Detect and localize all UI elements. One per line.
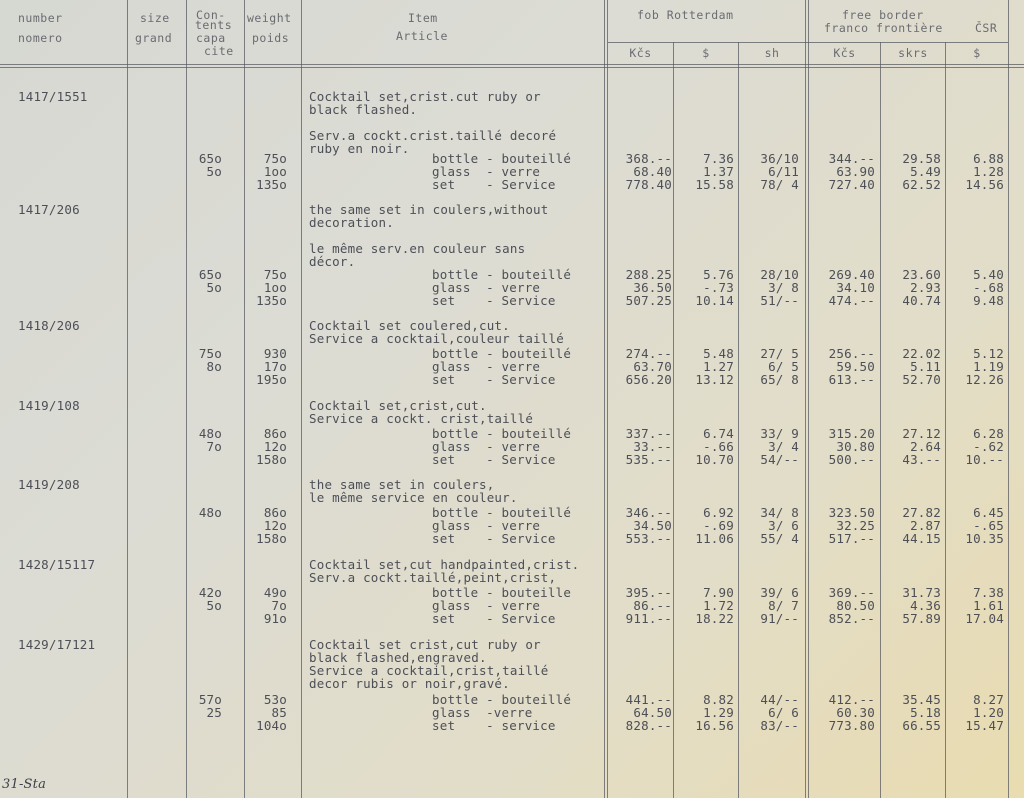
price-kcs-fob: 63.70 xyxy=(633,359,672,374)
item-type-label: glass - verre xyxy=(432,359,541,374)
price-kcs-border: 412.-- xyxy=(828,692,875,707)
price-usd-fob: 1.37 xyxy=(703,164,734,179)
price-kcs-border: 852.-- xyxy=(828,611,875,626)
item-type-label: set - Service xyxy=(432,372,556,387)
item-number: 1429/17121 xyxy=(18,637,96,652)
item-description-line: the same set in coulers, xyxy=(309,477,495,492)
price-usd-fob: 1.72 xyxy=(703,598,734,613)
header-contents: tents xyxy=(195,18,233,32)
weight-value: 12o xyxy=(263,439,287,454)
price-usd-fob: 10.70 xyxy=(695,452,734,467)
item-description-line: décor. xyxy=(309,254,356,269)
price-kcs-border: 323.50 xyxy=(828,505,875,520)
price-usd-border: 5.40 xyxy=(973,267,1004,282)
price-sh-fob: 3/ 8 xyxy=(768,280,799,295)
price-usd-border: 10.35 xyxy=(965,531,1004,546)
price-usd-border: 14.56 xyxy=(965,177,1004,192)
price-kcs-border: 80.50 xyxy=(836,598,875,613)
price-kcs-fob: 778.40 xyxy=(625,177,672,192)
price-kcs-border: 59.50 xyxy=(836,359,875,374)
contents-value: 8o xyxy=(206,359,222,374)
price-kcs-fob: 911.-- xyxy=(625,611,672,626)
subheader-skrs: skrs xyxy=(898,46,928,60)
item-description-line: Serv.a cockt.taillé,peint,crist, xyxy=(309,570,557,585)
weight-value: 53o xyxy=(263,692,287,707)
item-type-label: bottle - bouteillé xyxy=(432,346,572,361)
weight-value: 49o xyxy=(263,585,287,600)
header-weight: weight xyxy=(247,11,292,25)
price-sh-fob: 44/-- xyxy=(760,692,799,707)
item-number: 1419/108 xyxy=(18,398,80,413)
price-usd-border: 1.20 xyxy=(973,705,1004,720)
subheader-usd: $ xyxy=(702,46,710,60)
price-skrs-border: 27.12 xyxy=(902,426,941,441)
price-skrs-border: 5.18 xyxy=(910,705,941,720)
header-capacite: capa xyxy=(196,31,226,45)
header-csr: ČSR xyxy=(975,21,998,35)
item-description-line: decor rubis or noir,gravé. xyxy=(309,676,510,691)
item-description-line: le même serv.en couleur sans xyxy=(309,241,526,256)
price-kcs-fob: 656.20 xyxy=(625,372,672,387)
item-type-label: bottle - bouteillé xyxy=(432,505,572,520)
item-type-label: set - Service xyxy=(432,452,556,467)
header-rule xyxy=(0,67,1024,68)
column-rule xyxy=(808,0,809,798)
price-sh-fob: 54/-- xyxy=(760,452,799,467)
subheader-sh: sh xyxy=(764,46,780,60)
column-rule xyxy=(805,0,806,798)
contents-value: 42o xyxy=(198,585,222,600)
header-sub-rule xyxy=(608,42,1008,43)
item-description-line: Service a cockt. crist,taillé xyxy=(309,411,534,426)
price-usd-fob: 6.92 xyxy=(703,505,734,520)
price-skrs-border: 2.64 xyxy=(910,439,941,454)
item-description-line: Cocktail set,crist.cut ruby or xyxy=(309,89,541,104)
price-sh-fob: 91/-- xyxy=(760,611,799,626)
price-kcs-border: 256.-- xyxy=(828,346,875,361)
column-rule xyxy=(604,0,605,798)
item-number: 1417/206 xyxy=(18,202,80,217)
item-number: 1418/206 xyxy=(18,318,80,333)
price-usd-fob: -.73 xyxy=(703,280,734,295)
price-usd-border: 15.47 xyxy=(965,718,1004,733)
header-poids: poids xyxy=(252,31,290,45)
contents-value: 25 xyxy=(206,705,222,720)
contents-value: 65o xyxy=(198,267,222,282)
subheader-kcs: Kčs xyxy=(629,46,652,60)
item-description-line: decoration. xyxy=(309,215,394,230)
price-kcs-fob: 64.50 xyxy=(633,705,672,720)
price-kcs-border: 613.-- xyxy=(828,372,875,387)
price-usd-fob: -.66 xyxy=(703,439,734,454)
price-usd-border: -.65 xyxy=(973,518,1004,533)
price-kcs-fob: 368.-- xyxy=(625,151,672,166)
handwritten-note: 31-Sta xyxy=(2,777,47,792)
price-skrs-border: 5.49 xyxy=(910,164,941,179)
price-kcs-border: 727.40 xyxy=(828,177,875,192)
item-description-line: Cocktail set,cut handpainted,crist. xyxy=(309,557,580,572)
price-usd-fob: 10.14 xyxy=(695,293,734,308)
weight-value: 86o xyxy=(263,426,287,441)
price-kcs-fob: 553.-- xyxy=(625,531,672,546)
contents-value: 5o xyxy=(206,598,222,613)
price-kcs-border: 34.10 xyxy=(836,280,875,295)
price-skrs-border: 2.93 xyxy=(910,280,941,295)
item-description-line: Cocktail set crist,cut ruby or xyxy=(309,637,541,652)
weight-value: 86o xyxy=(263,505,287,520)
price-usd-border: 8.27 xyxy=(973,692,1004,707)
price-kcs-border: 32.25 xyxy=(836,518,875,533)
price-sh-fob: 39/ 6 xyxy=(760,585,799,600)
price-usd-fob: 7.90 xyxy=(703,585,734,600)
price-skrs-border: 23.60 xyxy=(902,267,941,282)
header-number: number xyxy=(18,11,63,25)
item-type-label: set - Service xyxy=(432,293,556,308)
price-kcs-fob: 395.-- xyxy=(625,585,672,600)
price-sh-fob: 28/10 xyxy=(760,267,799,282)
price-skrs-border: 29.58 xyxy=(902,151,941,166)
price-usd-fob: 11.06 xyxy=(695,531,734,546)
price-kcs-border: 63.90 xyxy=(836,164,875,179)
price-kcs-fob: 33.-- xyxy=(633,439,672,454)
price-sh-fob: 65/ 8 xyxy=(760,372,799,387)
price-kcs-fob: 34.50 xyxy=(633,518,672,533)
weight-value: 1oo xyxy=(263,164,287,179)
price-kcs-border: 315.20 xyxy=(828,426,875,441)
item-type-label: set - Service xyxy=(432,611,556,626)
item-description-line: le même service en couleur. xyxy=(309,490,518,505)
contents-value: 48o xyxy=(198,505,222,520)
price-sh-fob: 6/ 6 xyxy=(768,705,799,720)
price-kcs-fob: 828.-- xyxy=(625,718,672,733)
price-skrs-border: 4.36 xyxy=(910,598,941,613)
price-usd-fob: 18.22 xyxy=(695,611,734,626)
price-usd-fob: 16.56 xyxy=(695,718,734,733)
item-description-line: Serv.a cockt.crist.taillé decoré xyxy=(309,128,557,143)
item-type-label: set - Service xyxy=(432,177,556,192)
weight-value: 135o xyxy=(256,177,287,192)
price-kcs-border: 474.-- xyxy=(828,293,875,308)
item-number: 1417/1551 xyxy=(18,89,88,104)
price-sh-fob: 83/-- xyxy=(760,718,799,733)
item-description-line: the same set in coulers,without xyxy=(309,202,549,217)
price-sh-fob: 3/ 6 xyxy=(768,518,799,533)
item-type-label: set - service xyxy=(432,718,556,733)
price-usd-border: 1.19 xyxy=(973,359,1004,374)
header-free-border: free border xyxy=(842,8,924,22)
price-sh-fob: 55/ 4 xyxy=(760,531,799,546)
price-skrs-border: 27.82 xyxy=(902,505,941,520)
price-kcs-fob: 274.-- xyxy=(625,346,672,361)
price-usd-border: 6.88 xyxy=(973,151,1004,166)
weight-value: 104o xyxy=(256,718,287,733)
item-number: 1419/208 xyxy=(18,477,80,492)
price-kcs-border: 30.80 xyxy=(836,439,875,454)
weight-value: 158o xyxy=(256,531,287,546)
weight-value: 75o xyxy=(263,267,287,282)
item-type-label: glass -verre xyxy=(432,705,533,720)
price-skrs-border: 5.11 xyxy=(910,359,941,374)
price-skrs-border: 57.89 xyxy=(902,611,941,626)
weight-value: 930 xyxy=(263,346,287,361)
price-kcs-border: 369.-- xyxy=(828,585,875,600)
price-usd-border: 9.48 xyxy=(973,293,1004,308)
price-sh-fob: 3/ 4 xyxy=(768,439,799,454)
contents-value: 57o xyxy=(198,692,222,707)
price-usd-fob: -.69 xyxy=(703,518,734,533)
item-description-line: black flashed,engraved. xyxy=(309,650,487,665)
price-usd-border: 1.61 xyxy=(973,598,1004,613)
price-usd-border: 6.45 xyxy=(973,505,1004,520)
price-sh-fob: 6/11 xyxy=(768,164,799,179)
price-usd-fob: 8.82 xyxy=(703,692,734,707)
contents-value: 5o xyxy=(206,164,222,179)
item-type-label: glass - verre xyxy=(432,280,541,295)
column-rule xyxy=(607,0,608,798)
header-rule xyxy=(0,64,1024,65)
item-type-label: glass - verre xyxy=(432,164,541,179)
price-sh-fob: 78/ 4 xyxy=(760,177,799,192)
weight-value: 85 xyxy=(271,705,287,720)
price-skrs-border: 44.15 xyxy=(902,531,941,546)
price-usd-fob: 6.74 xyxy=(703,426,734,441)
weight-value: 91o xyxy=(263,611,287,626)
price-skrs-border: 2.87 xyxy=(910,518,941,533)
item-type-label: bottle - bouteillé xyxy=(432,151,572,166)
price-sh-fob: 34/ 8 xyxy=(760,505,799,520)
column-rule xyxy=(127,0,128,798)
price-skrs-border: 66.55 xyxy=(902,718,941,733)
price-usd-fob: 5.76 xyxy=(703,267,734,282)
price-sh-fob: 51/-- xyxy=(760,293,799,308)
weight-value: 12o xyxy=(263,518,287,533)
price-kcs-border: 500.-- xyxy=(828,452,875,467)
weight-value: 75o xyxy=(263,151,287,166)
item-description-line: Service a cocktail,crist,taillé xyxy=(309,663,549,678)
subheader-kcs-border: Kčs xyxy=(833,46,856,60)
price-skrs-border: 31.73 xyxy=(902,585,941,600)
item-type-label: bottle - bouteillé xyxy=(432,267,572,282)
price-kcs-fob: 507.25 xyxy=(625,293,672,308)
price-usd-fob: 1.27 xyxy=(703,359,734,374)
item-description-line: Cocktail set,crist,cut. xyxy=(309,398,487,413)
weight-value: 17o xyxy=(263,359,287,374)
price-usd-border: 6.28 xyxy=(973,426,1004,441)
contents-value: 65o xyxy=(198,151,222,166)
price-skrs-border: 40.74 xyxy=(902,293,941,308)
weight-value: 135o xyxy=(256,293,287,308)
price-kcs-fob: 441.-- xyxy=(625,692,672,707)
header-size: size xyxy=(140,11,170,25)
header-franco-frontiere: franco frontière xyxy=(824,21,943,35)
weight-value: 158o xyxy=(256,452,287,467)
header-nomero: nomero xyxy=(18,31,63,45)
price-sh-fob: 36/10 xyxy=(760,151,799,166)
weight-value: 195o xyxy=(256,372,287,387)
price-usd-fob: 15.58 xyxy=(695,177,734,192)
item-description-line: Service a cocktail,couleur taillé xyxy=(309,331,564,346)
price-kcs-border: 517.-- xyxy=(828,531,875,546)
weight-value: 1oo xyxy=(263,280,287,295)
price-sh-fob: 33/ 9 xyxy=(760,426,799,441)
price-skrs-border: 62.52 xyxy=(902,177,941,192)
price-kcs-fob: 288.25 xyxy=(625,267,672,282)
price-usd-fob: 13.12 xyxy=(695,372,734,387)
price-usd-border: 1.28 xyxy=(973,164,1004,179)
price-usd-border: 12.26 xyxy=(965,372,1004,387)
item-type-label: glass - verre xyxy=(432,518,541,533)
price-sh-fob: 6/ 5 xyxy=(768,359,799,374)
price-skrs-border: 22.02 xyxy=(902,346,941,361)
weight-value: 7o xyxy=(271,598,287,613)
item-description-line: ruby en noir. xyxy=(309,141,410,156)
item-description-line: Cocktail set coulered,cut. xyxy=(309,318,510,333)
price-skrs-border: 43.-- xyxy=(902,452,941,467)
price-usd-border: 10.-- xyxy=(965,452,1004,467)
header-fob-rotterdam: fob Rotterdam xyxy=(637,8,734,22)
price-usd-fob: 5.48 xyxy=(703,346,734,361)
price-sh-fob: 27/ 5 xyxy=(760,346,799,361)
price-skrs-border: 35.45 xyxy=(902,692,941,707)
price-usd-border: -.62 xyxy=(973,439,1004,454)
price-usd-border: -.68 xyxy=(973,280,1004,295)
contents-value: 75o xyxy=(198,346,222,361)
item-description-line: black flashed. xyxy=(309,102,418,117)
subheader-usd-border: $ xyxy=(973,46,981,60)
price-usd-border: 7.38 xyxy=(973,585,1004,600)
column-rule xyxy=(244,0,245,798)
header-article: Article xyxy=(396,29,448,43)
contents-value: 5o xyxy=(206,280,222,295)
price-usd-border: 17.04 xyxy=(965,611,1004,626)
header-item: Item xyxy=(408,11,438,25)
item-type-label: set - Service xyxy=(432,531,556,546)
price-kcs-fob: 337.-- xyxy=(625,426,672,441)
header-contents-top: Con- xyxy=(196,8,226,22)
contents-value: 7o xyxy=(206,439,222,454)
column-rule xyxy=(301,0,302,798)
price-skrs-border: 52.70 xyxy=(902,372,941,387)
item-type-label: bottle - bouteillé xyxy=(432,692,572,707)
price-usd-fob: 1.29 xyxy=(703,705,734,720)
price-kcs-fob: 36.50 xyxy=(633,280,672,295)
price-kcs-fob: 346.-- xyxy=(625,505,672,520)
column-rule xyxy=(186,0,187,798)
price-sh-fob: 8/ 7 xyxy=(768,598,799,613)
item-type-label: glass - verre xyxy=(432,598,541,613)
item-type-label: glass - verre xyxy=(432,439,541,454)
price-usd-border: 5.12 xyxy=(973,346,1004,361)
header-grand: grand xyxy=(135,31,173,45)
header-cite: cite xyxy=(204,44,234,58)
column-rule xyxy=(1008,0,1009,798)
contents-value: 48o xyxy=(198,426,222,441)
price-kcs-fob: 535.-- xyxy=(625,452,672,467)
price-usd-fob: 7.36 xyxy=(703,151,734,166)
price-kcs-border: 60.30 xyxy=(836,705,875,720)
price-kcs-border: 773.80 xyxy=(828,718,875,733)
price-kcs-fob: 86.-- xyxy=(633,598,672,613)
item-type-label: bottle - bouteillé xyxy=(432,426,572,441)
item-type-label: bottle - bouteille xyxy=(432,585,572,600)
price-kcs-fob: 68.40 xyxy=(633,164,672,179)
price-kcs-border: 344.-- xyxy=(828,151,875,166)
item-number: 1428/15117 xyxy=(18,557,96,572)
price-kcs-border: 269.40 xyxy=(828,267,875,282)
